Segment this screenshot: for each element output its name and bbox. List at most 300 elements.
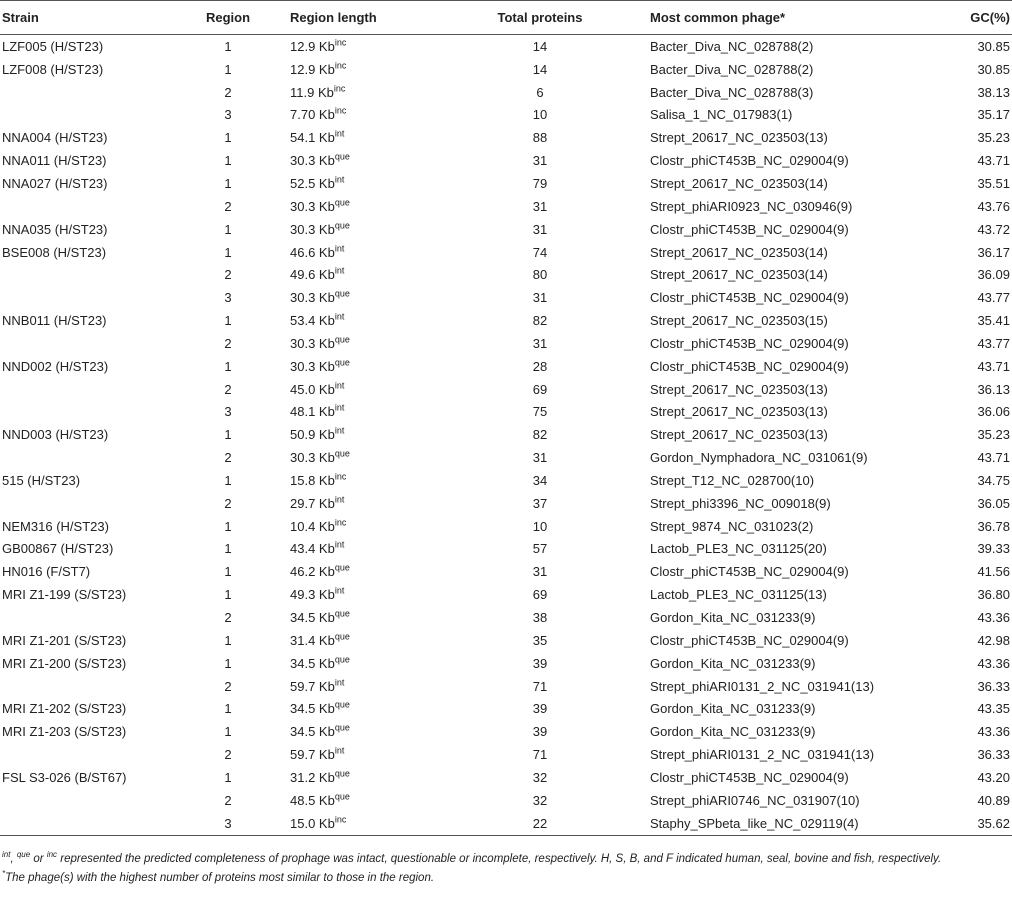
cell-most-common-phage: Strept_20617_NC_023503(13) xyxy=(650,381,828,397)
cell-gc: 36.33 xyxy=(977,747,1010,763)
table-row xyxy=(0,743,1012,766)
cell-gc: 43.71 xyxy=(977,450,1010,466)
cell-total-proteins: 80 xyxy=(532,267,548,283)
cell-region-length xyxy=(276,286,440,309)
cell-strain: LZF008 (H/ST23) xyxy=(2,61,104,77)
cell-total-proteins: 31 xyxy=(532,335,548,351)
cell-strain xyxy=(0,286,180,309)
cell-most-common-phage: Clostr_phiCT453B_NC_029004(9) xyxy=(650,290,849,306)
cell-most-common-phage: Gordon_Kita_NC_031233(9) xyxy=(650,701,816,717)
table-row xyxy=(0,263,1012,286)
table-row xyxy=(0,606,1012,629)
completeness-tag: int xyxy=(334,585,345,596)
cell-most-common-phage: Strept_20617_NC_023503(14) xyxy=(650,267,828,283)
cell-region-length xyxy=(276,104,440,127)
cell-region-length xyxy=(276,332,440,355)
header-region: Region xyxy=(180,1,276,35)
cell-strain: NNA004 (H/ST23) xyxy=(2,130,108,146)
cell-strain xyxy=(0,812,180,835)
cell-strain: NND002 (H/ST23) xyxy=(2,358,109,374)
completeness-tag: que xyxy=(334,791,350,802)
table-row xyxy=(0,81,1012,104)
cell-strain: MRI Z1-200 (S/ST23) xyxy=(2,655,127,671)
cell-region: 1 xyxy=(224,130,232,146)
cell-total-proteins: 32 xyxy=(532,769,548,785)
cell-region: 1 xyxy=(224,153,232,169)
cell-most-common-phage: Clostr_phiCT453B_NC_029004(9) xyxy=(650,221,849,237)
cell-strain: MRI Z1-202 (S/ST23) xyxy=(2,701,127,717)
region-length-value: 34.5 Kb xyxy=(290,724,335,740)
cell-strain: NND003 (H/ST23) xyxy=(2,427,109,443)
cell-gc: 36.09 xyxy=(977,267,1010,283)
cell-strain: FSL S3-026 (B/ST67) xyxy=(2,769,127,785)
cell-gc: 36.78 xyxy=(977,518,1010,534)
cell-total-proteins: 39 xyxy=(532,655,548,671)
cell-region: 2 xyxy=(224,198,232,214)
cell-most-common-phage: Strept_phiARI0131_2_NC_031941(13) xyxy=(650,678,875,694)
cell-region-length xyxy=(276,263,440,286)
cell-gc: 36.13 xyxy=(977,381,1010,397)
region-length-value: 46.2 Kb xyxy=(290,564,335,580)
region-length-value: 30.3 Kb xyxy=(290,358,335,374)
completeness-tag: que xyxy=(334,608,350,619)
cell-region-length xyxy=(276,126,440,149)
cell-region: 1 xyxy=(224,655,232,671)
cell-region: 2 xyxy=(224,747,232,763)
cell-strain xyxy=(0,606,180,629)
cell-region-length xyxy=(276,789,440,812)
cell-total-proteins: 31 xyxy=(532,290,548,306)
completeness-tag: inc xyxy=(334,471,347,482)
cell-region-length xyxy=(276,652,440,675)
region-length-value: 15.0 Kb xyxy=(290,815,335,831)
completeness-tag: int xyxy=(334,540,345,551)
cell-region: 1 xyxy=(224,541,232,557)
cell-total-proteins: 69 xyxy=(532,381,548,397)
cell-region: 1 xyxy=(224,587,232,603)
header-strain: Strain xyxy=(0,1,180,35)
cell-total-proteins: 39 xyxy=(532,701,548,717)
cell-strain: NNA035 (H/ST23) xyxy=(2,221,108,237)
cell-region: 1 xyxy=(224,175,232,191)
table-row xyxy=(0,126,1012,149)
cell-region-length xyxy=(276,81,440,104)
cell-region-length xyxy=(276,697,440,720)
cell-region: 2 xyxy=(224,84,232,100)
cell-region: 3 xyxy=(224,107,232,123)
header-most-common-phage: Most common phage* xyxy=(640,1,926,35)
cell-gc: 35.23 xyxy=(977,130,1010,146)
cell-region: 1 xyxy=(224,518,232,534)
cell-strain xyxy=(0,675,180,698)
cell-gc: 43.72 xyxy=(977,221,1010,237)
table-row xyxy=(0,629,1012,652)
cell-region-length xyxy=(276,743,440,766)
cell-gc: 36.06 xyxy=(977,404,1010,420)
cell-region-length xyxy=(276,149,440,172)
cell-total-proteins: 32 xyxy=(532,792,548,808)
region-length-value: 7.70 Kb xyxy=(290,107,335,123)
completeness-tag: que xyxy=(334,722,350,733)
cell-strain xyxy=(0,446,180,469)
cell-strain xyxy=(0,492,180,515)
cell-region-length xyxy=(276,423,440,446)
completeness-tag: que xyxy=(334,220,350,231)
cell-most-common-phage: Gordon_Kita_NC_031233(9) xyxy=(650,655,816,671)
region-length-value: 30.3 Kb xyxy=(290,335,335,351)
completeness-tag: que xyxy=(334,288,350,299)
region-length-value: 30.3 Kb xyxy=(290,198,335,214)
region-length-value: 12.9 Kb xyxy=(290,38,335,54)
completeness-tag: que xyxy=(334,654,350,665)
table-row xyxy=(0,378,1012,401)
cell-strain xyxy=(0,332,180,355)
cell-most-common-phage: Strept_phiARI0923_NC_030946(9) xyxy=(650,198,853,214)
table-row xyxy=(0,812,1012,835)
cell-region-length xyxy=(276,560,440,583)
cell-total-proteins: 79 xyxy=(532,175,548,191)
cell-region: 3 xyxy=(224,290,232,306)
table-row xyxy=(0,401,1012,424)
cell-total-proteins: 38 xyxy=(532,610,548,626)
cell-total-proteins: 88 xyxy=(532,130,548,146)
table-row xyxy=(0,675,1012,698)
completeness-tag: inc xyxy=(334,517,347,528)
completeness-tag: que xyxy=(334,334,350,345)
cell-gc: 43.35 xyxy=(977,701,1010,717)
region-length-value: 31.4 Kb xyxy=(290,632,335,648)
cell-gc: 35.23 xyxy=(977,427,1010,443)
cell-total-proteins: 71 xyxy=(532,747,548,763)
footnote-sep: , xyxy=(10,852,17,865)
cell-most-common-phage: Strept_20617_NC_023503(14) xyxy=(650,244,828,260)
cell-total-proteins: 14 xyxy=(532,61,548,77)
cell-region: 1 xyxy=(224,61,232,77)
cell-total-proteins: 31 xyxy=(532,198,548,214)
cell-strain: NNA011 (H/ST23) xyxy=(2,153,107,169)
cell-most-common-phage: Strept_20617_NC_023503(13) xyxy=(650,404,828,420)
cell-region-length xyxy=(276,515,440,538)
footnote-phage-text: The phage(s) with the highest number of proteins most similar to those in the region. xyxy=(5,871,435,884)
cell-region: 2 xyxy=(224,678,232,694)
cell-region-length xyxy=(276,241,440,264)
cell-region-length xyxy=(276,492,440,515)
completeness-tag: int xyxy=(334,494,345,505)
completeness-tag: que xyxy=(334,151,350,162)
completeness-tag: int xyxy=(334,425,345,436)
cell-strain: MRI Z1-199 (S/ST23) xyxy=(2,587,127,603)
region-length-value: 49.6 Kb xyxy=(290,267,335,283)
completeness-tag: que xyxy=(334,448,350,459)
cell-region: 1 xyxy=(224,38,232,54)
region-length-value: 30.3 Kb xyxy=(290,221,335,237)
cell-most-common-phage: Clostr_phiCT453B_NC_029004(9) xyxy=(650,564,849,580)
region-length-value: 53.4 Kb xyxy=(290,313,335,329)
cell-strain xyxy=(0,789,180,812)
region-length-value: 30.3 Kb xyxy=(290,290,335,306)
cell-region-length xyxy=(276,355,440,378)
completeness-tag: que xyxy=(334,700,350,711)
table-row xyxy=(0,195,1012,218)
cell-region-length xyxy=(276,606,440,629)
cell-region-length xyxy=(276,195,440,218)
cell-strain xyxy=(0,195,180,218)
cell-most-common-phage: Bacter_Diva_NC_028788(2) xyxy=(650,38,814,54)
cell-most-common-phage: Clostr_phiCT453B_NC_029004(9) xyxy=(650,358,849,374)
cell-strain: MRI Z1-201 (S/ST23) xyxy=(2,632,127,648)
table-row xyxy=(0,241,1012,264)
footnote-asterisk: * xyxy=(2,868,6,878)
cell-total-proteins: 82 xyxy=(532,427,548,443)
cell-most-common-phage: Salisa_1_NC_017983(1) xyxy=(650,107,793,123)
cell-region: 1 xyxy=(224,724,232,740)
table-row xyxy=(0,720,1012,743)
cell-strain: 515 (H/ST23) xyxy=(2,472,81,488)
cell-region-length xyxy=(276,35,440,58)
table-row xyxy=(0,652,1012,675)
cell-strain xyxy=(0,743,180,766)
cell-strain: BSE008 (H/ST23) xyxy=(2,244,107,260)
cell-strain xyxy=(0,263,180,286)
cell-region: 2 xyxy=(224,450,232,466)
cell-region: 1 xyxy=(224,701,232,717)
table-row xyxy=(0,218,1012,241)
cell-total-proteins: 37 xyxy=(532,495,548,511)
cell-gc: 43.36 xyxy=(977,655,1010,671)
cell-gc: 36.05 xyxy=(977,495,1010,511)
region-length-value: 50.9 Kb xyxy=(290,427,335,443)
cell-most-common-phage: Strept_9874_NC_031023(2) xyxy=(650,518,814,534)
cell-most-common-phage: Strept_20617_NC_023503(13) xyxy=(650,130,828,146)
table-row xyxy=(0,766,1012,789)
cell-region: 2 xyxy=(224,335,232,351)
cell-strain xyxy=(0,401,180,424)
table-row xyxy=(0,58,1012,81)
cell-region-length xyxy=(276,446,440,469)
cell-gc: 35.41 xyxy=(977,313,1010,329)
completeness-tag: inc xyxy=(334,106,347,117)
cell-gc: 43.20 xyxy=(977,769,1010,785)
region-length-value: 43.4 Kb xyxy=(290,541,335,557)
cell-region-length xyxy=(276,538,440,561)
region-length-value: 15.8 Kb xyxy=(290,472,335,488)
cell-region-length xyxy=(276,218,440,241)
cell-most-common-phage: Strept_phiARI0131_2_NC_031941(13) xyxy=(650,747,875,763)
cell-most-common-phage: Strept_T12_NC_028700(10) xyxy=(650,472,815,488)
cell-gc: 38.13 xyxy=(977,84,1010,100)
cell-region: 1 xyxy=(224,427,232,443)
cell-gc: 43.76 xyxy=(977,198,1010,214)
region-length-value: 34.5 Kb xyxy=(290,610,335,626)
cell-most-common-phage: Lactob_PLE3_NC_031125(20) xyxy=(650,541,827,557)
header-total-proteins: Total proteins xyxy=(440,1,640,35)
completeness-tag: int xyxy=(334,266,345,277)
completeness-tag: int xyxy=(334,174,345,185)
cell-most-common-phage: Clostr_phiCT453B_NC_029004(9) xyxy=(650,335,849,351)
cell-region: 3 xyxy=(180,812,276,835)
completeness-tag: int xyxy=(334,403,345,414)
cell-total-proteins: 57 xyxy=(532,541,548,557)
cell-gc: 35.17 xyxy=(977,107,1010,123)
completeness-tag: inc xyxy=(334,60,347,71)
table-row xyxy=(0,697,1012,720)
cell-most-common-phage: Bacter_Diva_NC_028788(3) xyxy=(650,84,814,100)
cell-gc: 36.17 xyxy=(977,244,1010,260)
cell-most-common-phage: Strept_phi3396_NC_009018(9) xyxy=(650,495,831,511)
region-length-value: 31.2 Kb xyxy=(290,769,335,785)
table-row xyxy=(0,104,1012,127)
cell-gc: 36.33 xyxy=(977,678,1010,694)
cell-most-common-phage: Gordon_Kita_NC_031233(9) xyxy=(650,724,816,740)
table-row xyxy=(0,789,1012,812)
cell-strain: LZF005 (H/ST23) xyxy=(2,38,104,54)
cell-region: 1 xyxy=(224,358,232,374)
region-length-value: 12.9 Kb xyxy=(290,61,335,77)
cell-region-length xyxy=(276,309,440,332)
cell-most-common-phage: Gordon_Nymphadora_NC_031061(9) xyxy=(650,450,868,466)
completeness-tag: que xyxy=(334,563,350,573)
header-gc: GC(%) xyxy=(926,1,1012,35)
table-row xyxy=(0,515,1012,538)
cell-total-proteins: 10 xyxy=(532,518,548,534)
cell-total-proteins: 82 xyxy=(532,313,548,329)
table-row xyxy=(0,583,1012,606)
table-row xyxy=(0,492,1012,515)
table-row xyxy=(0,149,1012,172)
cell-region: 1 xyxy=(224,244,232,260)
cell-region: 1 xyxy=(224,564,232,580)
cell-most-common-phage: Lactob_PLE3_NC_031125(13) xyxy=(650,587,827,603)
table-row xyxy=(0,355,1012,378)
cell-gc: 30.85 xyxy=(977,61,1010,77)
cell-region-length xyxy=(276,401,440,424)
footnote-phage xyxy=(2,869,1012,888)
completeness-tag: int xyxy=(334,745,345,756)
cell-most-common-phage: Strept_20617_NC_023503(15) xyxy=(650,313,828,329)
cell-gc: 43.71 xyxy=(977,358,1010,374)
cell-gc: 36.80 xyxy=(977,587,1010,603)
cell-gc: 30.85 xyxy=(977,38,1010,54)
cell-strain: NNA027 (H/ST23) xyxy=(2,175,108,191)
completeness-tag: inc xyxy=(334,37,347,48)
region-length-value: 59.7 Kb xyxy=(290,678,335,694)
cell-most-common-phage: Clostr_phiCT453B_NC_029004(9) xyxy=(650,153,849,169)
completeness-tag: inc xyxy=(334,814,347,825)
cell-most-common-phage: Staphy_SPbeta_like_NC_029119(4) xyxy=(640,812,926,835)
table-row xyxy=(0,423,1012,446)
footnote-sup-inc: inc xyxy=(46,849,58,859)
region-length-value: 34.5 Kb xyxy=(290,701,335,717)
completeness-tag: int xyxy=(334,243,345,254)
cell-region-length xyxy=(276,675,440,698)
completeness-tag: que xyxy=(334,631,350,642)
footnote-completeness xyxy=(2,850,1012,869)
cell-region: 1 xyxy=(224,769,232,785)
footnote-completeness-text: represented the predicted completeness of prophage was intact, questionable or incomplete, respectively. H, S, B, and F indicated human, seal, bovine and fish, respectively. xyxy=(57,852,942,865)
table-row xyxy=(0,35,1012,58)
cell-strain: NEM316 (H/ST23) xyxy=(2,518,109,534)
cell-most-common-phage: Gordon_Kita_NC_031233(9) xyxy=(650,610,816,626)
cell-region-length xyxy=(276,583,440,606)
cell-gc: 43.71 xyxy=(977,153,1010,169)
cell-region-length xyxy=(276,720,440,743)
region-length-value: 10.4 Kb xyxy=(290,518,335,534)
cell-gc: 41.56 xyxy=(977,564,1010,580)
cell-total-proteins: 22 xyxy=(440,812,640,835)
cell-most-common-phage: Strept_20617_NC_023503(13) xyxy=(650,427,828,443)
cell-most-common-phage: Strept_20617_NC_023503(14) xyxy=(650,175,828,191)
cell-gc: 43.36 xyxy=(977,610,1010,626)
cell-region: 2 xyxy=(224,792,232,808)
cell-most-common-phage: Strept_phiARI0746_NC_031907(10) xyxy=(650,792,860,808)
region-length-value: 59.7 Kb xyxy=(290,747,335,763)
table-row xyxy=(0,469,1012,492)
cell-total-proteins: 31 xyxy=(532,564,548,580)
cell-strain xyxy=(0,81,180,104)
completeness-tag: int xyxy=(334,677,345,688)
cell-region-length xyxy=(276,469,440,492)
cell-total-proteins: 74 xyxy=(532,244,548,260)
cell-region: 1 xyxy=(224,632,232,648)
cell-most-common-phage: Bacter_Diva_NC_028788(2) xyxy=(650,61,814,77)
cell-strain xyxy=(0,378,180,401)
footnote-sup-int: int xyxy=(2,849,11,859)
cell-total-proteins: 10 xyxy=(532,107,548,123)
table-row xyxy=(0,309,1012,332)
cell-total-proteins: 69 xyxy=(532,587,548,603)
region-length-value: 30.3 Kb xyxy=(290,153,335,169)
table-row xyxy=(0,332,1012,355)
cell-total-proteins: 39 xyxy=(532,724,548,740)
table-row xyxy=(0,538,1012,561)
cell-region-length xyxy=(276,172,440,195)
region-length-value: 46.6 Kb xyxy=(290,244,335,260)
cell-gc: 43.36 xyxy=(977,724,1010,740)
table-row xyxy=(0,560,1012,583)
cell-total-proteins: 6 xyxy=(536,84,544,100)
footnote-sup-que: que xyxy=(16,849,31,859)
cell-gc: 35.51 xyxy=(977,175,1010,191)
cell-region-length xyxy=(276,629,440,652)
cell-region-length xyxy=(276,766,440,789)
cell-region: 2 xyxy=(224,495,232,511)
region-length-value: 34.5 Kb xyxy=(290,655,335,671)
completeness-tag: int xyxy=(334,311,345,322)
table-row xyxy=(0,446,1012,469)
cell-most-common-phage: Clostr_phiCT453B_NC_029004(9) xyxy=(650,632,849,648)
header-region-length: Region length xyxy=(276,1,440,35)
cell-strain xyxy=(0,104,180,127)
cell-total-proteins: 71 xyxy=(532,678,548,694)
cell-strain: GB00867 (H/ST23) xyxy=(2,541,114,557)
cell-strain: HN016 (F/ST7) xyxy=(2,564,91,580)
cell-total-proteins: 28 xyxy=(532,358,548,374)
cell-most-common-phage: Clostr_phiCT453B_NC_029004(9) xyxy=(650,769,849,785)
table-header xyxy=(0,1,1012,35)
completeness-tag: int xyxy=(334,380,345,391)
cell-total-proteins: 35 xyxy=(532,632,548,648)
cell-total-proteins: 14 xyxy=(532,38,548,54)
region-length-value: 48.5 Kb xyxy=(290,792,335,808)
completeness-tag: que xyxy=(334,357,350,368)
region-length-value: 54.1 Kb xyxy=(290,130,335,146)
cell-total-proteins: 31 xyxy=(532,153,548,169)
cell-gc: 35.62 xyxy=(926,812,1012,835)
region-length-value: 30.3 Kb xyxy=(290,450,335,466)
cell-total-proteins: 34 xyxy=(532,472,548,488)
completeness-tag: int xyxy=(334,128,345,139)
footnote-or: or xyxy=(30,852,47,865)
